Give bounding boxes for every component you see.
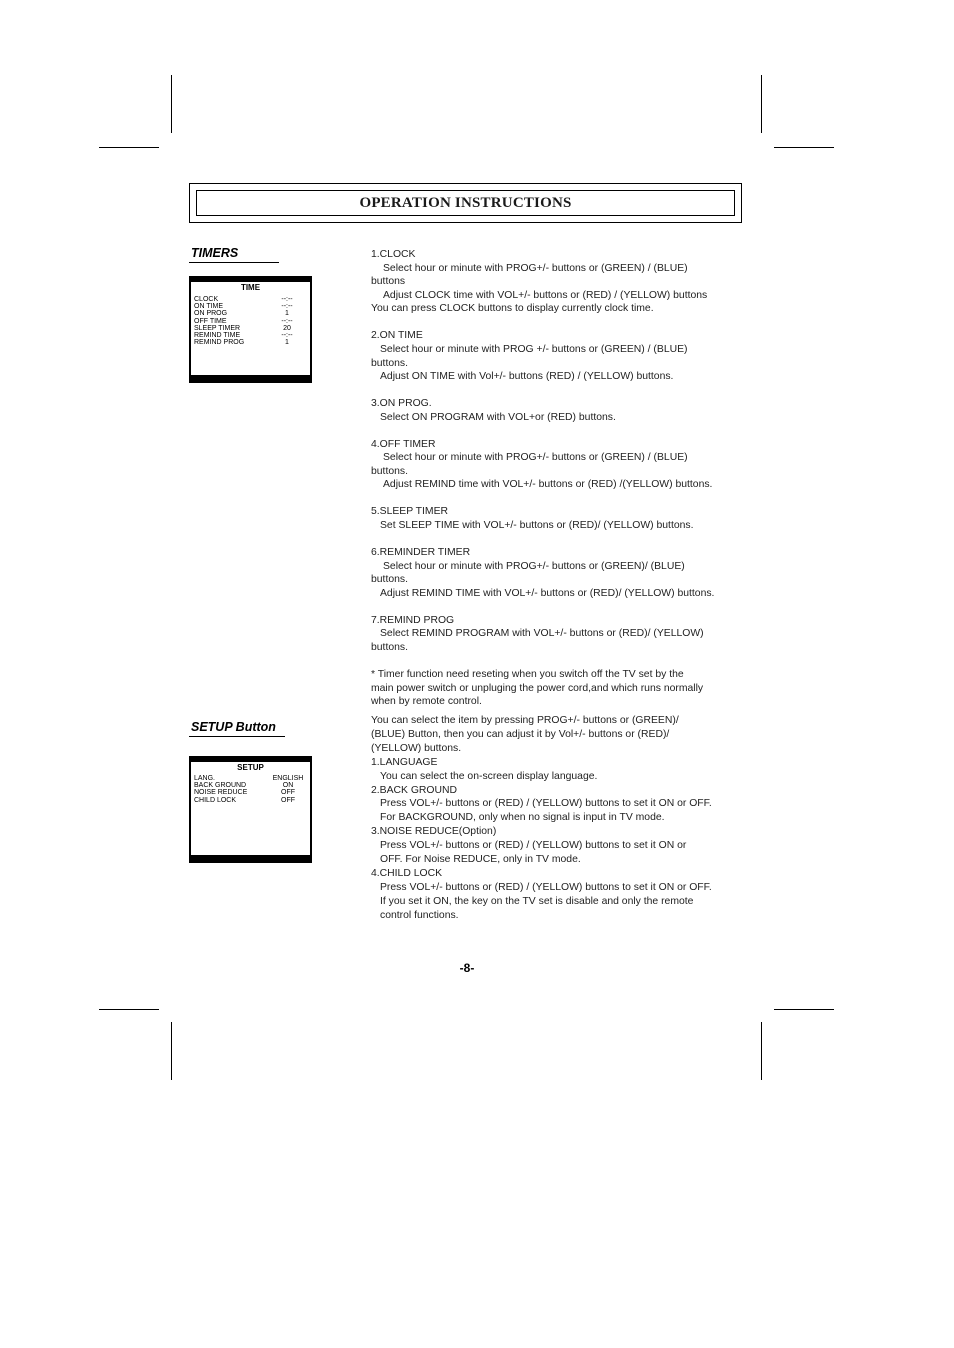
remind-prog-line: Select REMIND PROGRAM with VOL+/- buttons or (RED)/ (YELLOW): [380, 628, 704, 640]
osd-row-noise-reduce: NOISE REDUCE OFF: [194, 789, 295, 797]
osd-row-off-time: OFF TIME --:--: [194, 317, 293, 325]
timer-note: * Timer function need reseting when you switch off the TV set by the: [371, 668, 684, 680]
on-prog-heading: 3.ON PROG.: [371, 398, 432, 410]
osd-row-clock: CLOCK --:--: [194, 296, 293, 303]
clock-line: Select hour or minute with PROG+/- buttons or (GREEN) / (BLUE): [383, 262, 688, 274]
on-time-line: Adjust ON TIME with Vol+/- buttons (RED) / (YELLOW) buttons.: [380, 371, 674, 383]
clock-line: Adjust CLOCK time with VOL+/- buttons or (RED) / (YELLOW) buttons: [383, 289, 708, 301]
remind-prog-line: buttons.: [371, 642, 408, 653]
language-heading: 1.LANGUAGE: [371, 756, 438, 768]
sleep-timer-heading: 5.SLEEP TIMER: [371, 506, 449, 518]
child-lock-line: Press VOL+/- buttons or (RED) / (YELLOW) buttons to set it ON or OFF.: [380, 881, 712, 893]
clock-heading: 1.CLOCK: [371, 249, 416, 260]
setup-heading: SETUP Button: [191, 720, 276, 734]
setup-intro: (BLUE) Button, then you can adjust it by Vol+/- buttons or (RED)/: [371, 728, 670, 740]
time-osd-screen: [191, 282, 310, 375]
crop-mark-top-left-vertical: [171, 75, 172, 133]
back-ground-line: Press VOL+/- buttons or (RED) / (YELLOW) buttons to set it ON or OFF.: [380, 798, 712, 810]
noise-reduce-line: Press VOL+/- buttons or (RED) / (YELLOW) buttons to set it ON or: [380, 840, 687, 852]
setup-osd-menu: [189, 756, 312, 863]
page-title: OPERATION INSTRUCTIONS: [196, 190, 735, 216]
off-timer-line: buttons.: [371, 465, 408, 477]
child-lock-line: control functions.: [380, 909, 459, 921]
setup-intro: (YELLOW) buttons.: [371, 742, 462, 754]
reminder-timer-heading: 6.REMINDER TIMER: [371, 547, 471, 559]
title-frame: [189, 183, 742, 223]
osd-row-child-lock: CHILD LOCK OFF: [194, 796, 295, 804]
osd-row-on-prog: ON PROG 1: [194, 310, 289, 318]
timers-heading-rule: [189, 262, 279, 263]
child-lock-heading: 4.CHILD LOCK: [371, 867, 443, 879]
reminder-timer-line: buttons.: [371, 574, 408, 586]
clock-line: buttons: [371, 276, 406, 288]
crop-mark-bottom-left-vertical: [171, 1022, 172, 1080]
noise-reduce-line: OFF. For Noise REDUCE, only in TV mode.: [380, 854, 581, 866]
sleep-timer-line: Set SLEEP TIME with VOL+/- buttons or (RED)/ (YELLOW) buttons.: [380, 520, 694, 532]
on-time-line: Select hour or minute with PROG +/- buttons or (GREEN) / (BLUE): [380, 343, 688, 355]
crop-mark-top-right-horizontal: [774, 147, 834, 148]
on-time-line: buttons.: [371, 357, 408, 369]
child-lock-line: If you set it ON, the key on the TV set is disable and only the remote: [380, 895, 694, 907]
crop-mark-top-right-vertical: [761, 75, 762, 133]
time-osd-title: TIME: [240, 283, 261, 292]
time-osd-menu: [189, 276, 312, 383]
osd-row-on-time: ON TIME --:--: [194, 303, 293, 311]
setup-intro: You can select the item by pressing PROG+/- buttons or (GREEN)/: [371, 715, 679, 726]
off-timer-heading: 4.OFF TIMER: [371, 438, 436, 450]
setup-osd-screen: [191, 762, 310, 855]
off-timer-line: Select hour or minute with PROG+/- buttons or (GREEN) / (BLUE): [383, 452, 688, 464]
osd-row-remind-prog: REMIND PROG 1: [194, 339, 289, 347]
osd-row-lang: LANG. ENGLISH: [194, 775, 304, 782]
language-line: You can select the on-screen display language.: [380, 770, 598, 782]
reminder-timer-line: Select hour or minute with PROG+/- buttons or (GREEN)/ (BLUE): [383, 560, 685, 572]
clock-line: You can press CLOCK buttons to display currently clock time.: [371, 303, 654, 315]
crop-mark-bottom-right-horizontal: [774, 1009, 834, 1010]
timers-heading: TIMERS: [191, 246, 239, 260]
back-ground-heading: 2.BACK GROUND: [371, 784, 458, 796]
crop-mark-top-left-horizontal: [99, 147, 159, 148]
timer-note: when by remote control.: [371, 696, 482, 708]
timer-note: main power switch or unpluging the power cord,and which runs normally: [371, 682, 704, 694]
osd-row-back-ground: BACK GROUND ON: [194, 782, 294, 790]
back-ground-line: For BACKGROUND, only when no signal is input in TV mode.: [380, 812, 665, 824]
page-number: -8-: [459, 961, 475, 975]
timers-instructions: [371, 248, 751, 709]
crop-mark-bottom-right-vertical: [761, 1022, 762, 1080]
off-timer-line: Adjust REMIND time with VOL+/- buttons or (RED) /(YELLOW) buttons.: [383, 479, 713, 491]
remind-prog-heading: 7.REMIND PROG: [371, 614, 455, 626]
noise-reduce-heading: 3.NOISE REDUCE(Option): [371, 826, 497, 838]
setup-heading-rule: [189, 736, 285, 737]
crop-mark-bottom-left-horizontal: [99, 1009, 159, 1010]
osd-row-remind-time: REMIND TIME --:--: [194, 331, 293, 339]
on-prog-line: Select ON PROGRAM with VOL+or (RED) buttons.: [380, 411, 616, 423]
reminder-timer-line: Adjust REMIND TIME with VOL+/- buttons or (RED)/ (YELLOW) buttons.: [380, 587, 715, 599]
setup-instructions: [371, 714, 751, 923]
osd-row-sleep-timer: SLEEP TIMER 20: [194, 324, 291, 332]
setup-osd-title: SETUP: [237, 763, 264, 772]
on-time-heading: 2.ON TIME: [371, 330, 423, 342]
